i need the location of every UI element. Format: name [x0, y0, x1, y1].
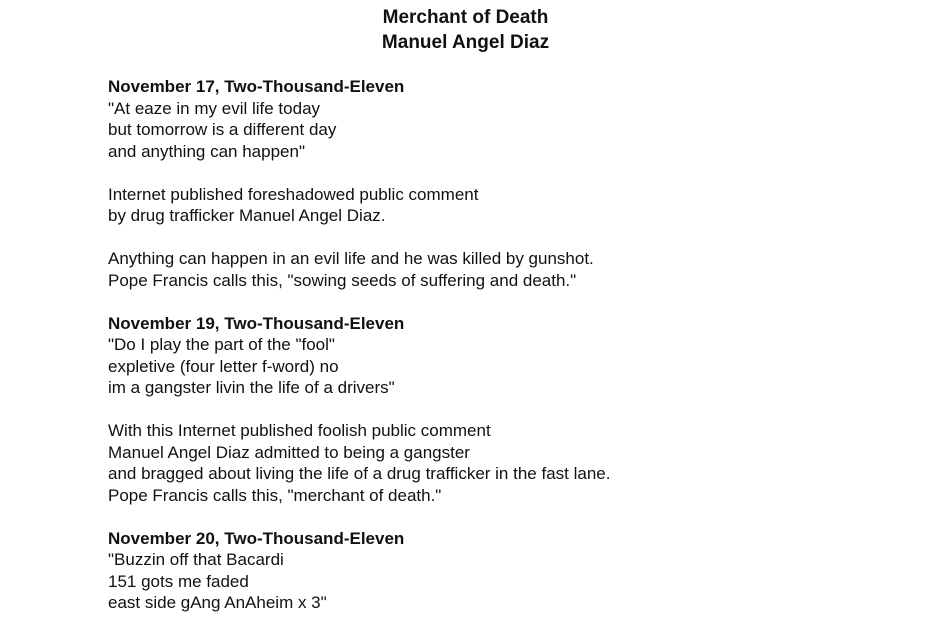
- paragraph-gap: [108, 227, 908, 249]
- entry-november-17: [108, 76, 908, 291]
- quote-line: east side gAng AnAheim x 3": [108, 593, 327, 612]
- document-title: Merchant of Death: [382, 7, 549, 28]
- document-body: [108, 76, 908, 614]
- document-subtitle: Manuel Angel Diaz: [381, 32, 550, 53]
- commentary-line: Pope Francis calls this, "sowing seeds of suffering and death.": [108, 270, 577, 290]
- commentary-line: With this Internet published foolish public comment: [108, 421, 491, 440]
- entry-november-19: [108, 313, 908, 507]
- quote-line: and anything can happen": [108, 141, 305, 161]
- commentary-line: and bragged about living the life of a drug trafficker in the fast lane.: [108, 464, 611, 483]
- commentary-line: Pope Francis calls this, "merchant of death.": [108, 485, 442, 505]
- quote-line: "Do I play the part of the "fool": [108, 335, 335, 354]
- quote-line: 151 gots me faded: [108, 571, 249, 591]
- entry-gap: [108, 291, 908, 313]
- commentary-line: Manuel Angel Diaz admitted to being a gangster: [108, 442, 470, 462]
- quote-line: but tomorrow is a different day: [108, 120, 337, 139]
- quote-line: expletive (four letter f-word) no: [108, 356, 339, 376]
- entry-november-20: [108, 528, 908, 614]
- entry-gap: [108, 506, 908, 528]
- commentary-line: by drug trafficker Manuel Angel Diaz.: [108, 206, 386, 225]
- commentary-line: Anything can happen in an evil life and he was killed by gunshot.: [108, 249, 594, 268]
- paragraph-gap: [108, 162, 908, 184]
- entry-date: November 20, Two-Thousand-Eleven: [108, 528, 405, 548]
- entry-date: November 17, Two-Thousand-Eleven: [108, 77, 405, 96]
- quote-line: "At eaze in my evil life today: [108, 98, 321, 118]
- quote-line: "Buzzin off that Bacardi: [108, 550, 284, 569]
- quote-line: im a gangster livin the life of a drivers": [108, 378, 395, 397]
- paragraph-gap: [108, 399, 908, 421]
- document-header: [0, 5, 926, 55]
- entry-date: November 19, Two-Thousand-Eleven: [108, 313, 405, 333]
- commentary-line: Internet published foreshadowed public comment: [108, 184, 479, 204]
